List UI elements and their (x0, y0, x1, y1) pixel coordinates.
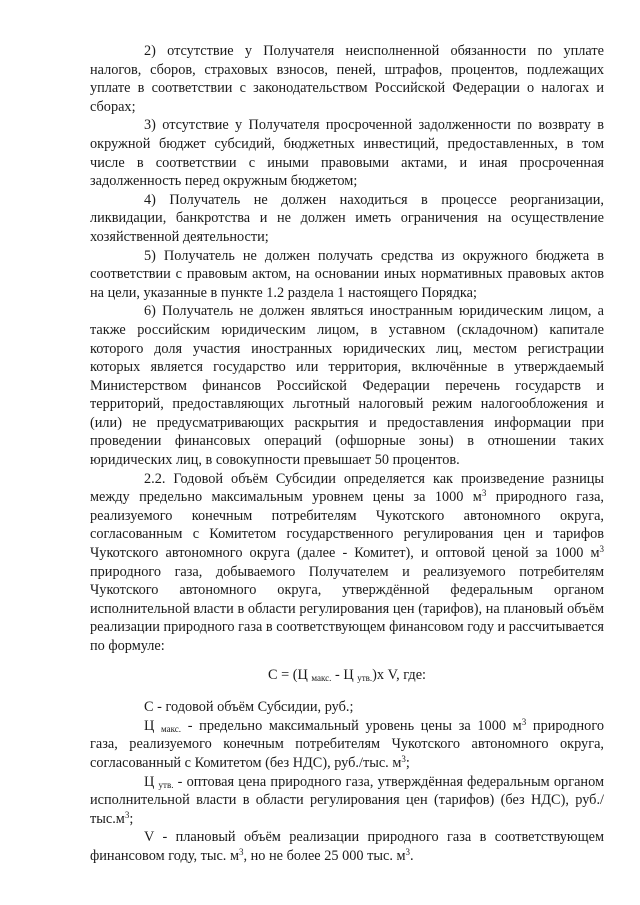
superscript: 3 (599, 544, 604, 555)
document-body (90, 42, 604, 866)
definition-c (90, 698, 604, 717)
text-run: ; (405, 754, 410, 771)
text-run: 5) Получатель не должен получать средства из окружного бюджета в соответствии с правовым актом, на основании иных нормативных правовых актов на цели, указанные в пункте 1.2 раздела 1 настоящего Порядка; (90, 247, 604, 301)
text-run: Ц (144, 717, 162, 734)
text-run: . (410, 847, 414, 864)
paragraph-condition-2 (90, 42, 604, 116)
formula (90, 666, 604, 685)
text-run: Ц (144, 773, 159, 790)
text-run: 2) отсутствие у Получателя неисполненной обязанности по уплате налогов, сборов, страховых взносов, пеней, штрафов, процентов, подлежащих уплате в соответствии с законодательством Российской Федерации о налогах и сборах; (90, 43, 604, 115)
paragraph-section-2-2 (90, 470, 604, 656)
subscript: макс. (161, 723, 182, 734)
definition-c-approved (90, 773, 604, 829)
text-run: С - годовой объём Субсидии, руб.; (144, 699, 354, 716)
text-run: ; (129, 810, 134, 827)
subscript: макс. (311, 672, 332, 683)
definition-v (90, 828, 604, 865)
text-run: 4) Получатель не должен находиться в процессе реорганизации, ликвидации, банкротства и не должен иметь ограничения на осуществление хозяйственной деятельности; (90, 191, 604, 245)
paragraph-condition-5 (90, 247, 604, 303)
text-run: природного газа, добываемого Получателем и реализуемого потребителям Чукотского автономного округа, утверждённой федеральным органом исполнительной власти в области регулирования цен (тарифов), на плановый объём реализации природного газа в соответствующем финансовом году и рассчитывается по формуле: (90, 563, 604, 654)
paragraph-condition-6 (90, 302, 604, 469)
superscript: 3 (124, 809, 130, 820)
text-run: , но не более 25 000 тыс. м (243, 847, 406, 864)
superscript: 3 (239, 846, 244, 857)
text-run: - Ц (331, 666, 358, 683)
subscript: утв. (158, 779, 174, 790)
text-run: С = (Ц (267, 666, 312, 683)
text-run: природного газа, реализуемого конечным потребителям Чукотского автономного округа, согласованным с Комитетом государственного регулирования цен и тарифов Чукотского автономного округа (далее - Комитет), и оптовой ценой за 1000 м (90, 489, 604, 562)
subscript: утв. (357, 672, 373, 683)
superscript: 3 (405, 846, 411, 857)
text-run: 2.2. Годовой объём Субсидии определяется как произведение разницы между предельно максимальным уровнем цены за 1000 м (90, 470, 604, 506)
paragraph-condition-3 (90, 116, 604, 190)
definition-c-max (90, 717, 604, 773)
text-run: 6) Получатель не должен являться иностранным юридическим лицом, а также российским юридическим лицом, в уставном (складочном) капитале которого доля участия иностранных юридических лиц, местом регистрации которых является государство или территория, включённые в утверждаемый Министерством финансов Российской Федерации перечень государств и территорий, предоставляющих льготный налоговый режим налогообложения и (или) не предусматривающих раскрытия и предоставления информации при проведении финансовых операций (офшорные зоны) в отношении таких юридических лиц, в совокупности превышает 50 процентов. (90, 303, 604, 469)
text-run: V - плановый объём реализации природного газа в соответствующем финансовом году, тыс. м (90, 829, 604, 864)
superscript: 3 (521, 716, 527, 727)
superscript: 3 (401, 753, 406, 764)
paragraph-condition-4 (90, 191, 604, 247)
text-run: - предельно максимальный уровень цены за 1000 м (181, 717, 522, 734)
superscript: 3 (481, 488, 487, 499)
text-run: 3) отсутствие у Получателя просроченной задолженности по возврату в окружной бюджет субсидий, бюджетных инвестиций, предоставленных, в том числе в соответствии с иными правовыми актами, и иная просроченная задолженность перед окружным бюджетом; (90, 117, 604, 190)
text-run: природного газа, реализуемого конечным потребителям Чукотского автономного округа, согласованный с Комитетом (без НДС), руб./тыс. м (90, 717, 604, 771)
text-run: )х V, где: (372, 666, 427, 683)
text-run: - оптовая цена природного газа, утверждённая федеральным органом исполнительной власти в области регулирования цен (тарифов) (без НДС), руб./тыс.м (90, 773, 604, 827)
